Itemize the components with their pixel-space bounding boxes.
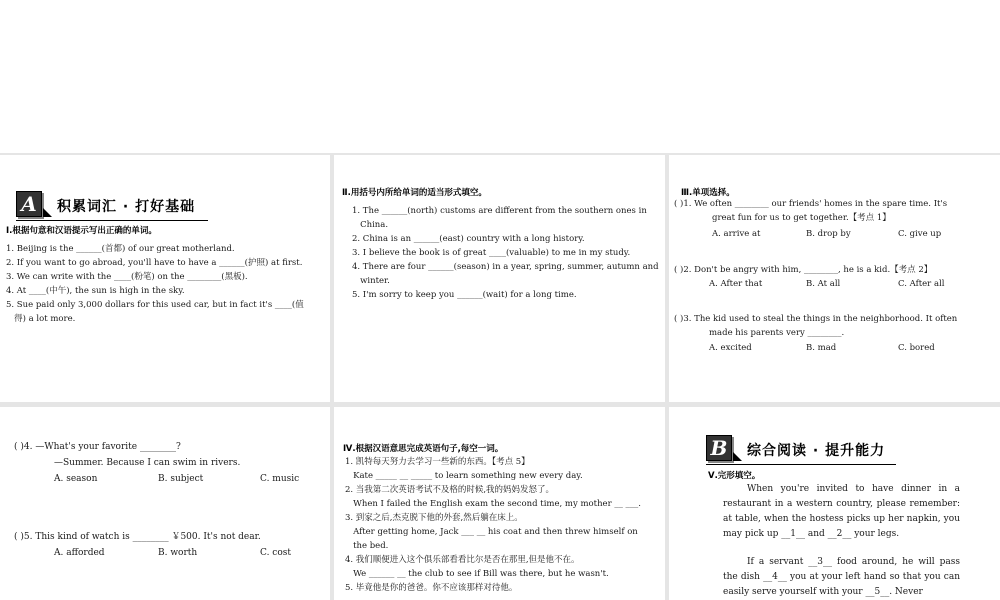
list-item: China.: [352, 220, 389, 230]
list-item: 5. I'm sorry to keep you ______(wait) for a long time.: [352, 290, 577, 300]
banner-arrow-icon: [43, 208, 52, 217]
q3-option-b: B. mad: [806, 343, 837, 353]
q2-option-c: C. After all: [898, 279, 945, 289]
list-item: 4. At ____(中午), the sun is high in the sky.: [6, 286, 185, 296]
list-item: 4. There are four ______(season) in a year, spring, summer, autumn and: [352, 262, 659, 272]
section-a-title: 积累词汇 · 打好基础: [57, 199, 196, 215]
section-iv-heading: Ⅳ.根据汉语意思完成英语句子,每空一词。: [343, 444, 504, 454]
list-item: 3. We can write with the ____(粉笔) on the ________(黑板).: [6, 272, 248, 282]
list-item: 4. 我们顺便进入这个俱乐部看看比尔是否在那里,但是他不在。: [345, 555, 580, 565]
list-item: winter.: [352, 276, 390, 286]
list-item: We ______ __ the club to see if Bill was there, but he wasn't.: [345, 569, 609, 579]
list-item: After getting home, Jack ___ __ his coat and then threw himself on: [345, 527, 638, 537]
list-item: 3. I believe the book is of great ____(valuable) to me in my study.: [352, 248, 631, 258]
section-b-title: 综合阅读 · 提升能力: [747, 443, 886, 459]
q1-option-a: A. arrive at: [712, 229, 761, 239]
q3-option-a: A. excited: [709, 343, 752, 353]
question-2-stem: ( )2. Don't be angry with him, ________, he is a kid.【考点 2】: [674, 265, 933, 275]
list-item: 1. The ______(north) customs are different from the southern ones in: [352, 206, 647, 216]
top-blank-area: [0, 0, 1000, 153]
q5-option-a: A. afforded: [54, 548, 105, 558]
section-a-banner: [16, 191, 195, 217]
list-item: 1. 凯特每天努力去学习一些新的东西。【考点 5】: [345, 457, 530, 467]
panel-section-iv: [334, 407, 665, 600]
q3-option-c: C. bored: [898, 343, 935, 353]
list-item: 5. Sue paid only 3,000 dollars for this used car, but in fact it's ____(值: [6, 300, 304, 310]
section-iii-heading: Ⅲ.单项选择。: [681, 188, 735, 198]
q5-option-c: C. cost: [260, 548, 291, 558]
panel-section-iii: [669, 155, 1000, 402]
list-item: the bed.: [345, 541, 389, 551]
panel-section-a: [0, 155, 330, 402]
panel-section-iii-continued: [0, 407, 330, 600]
banner-underline: [16, 220, 208, 221]
list-item: 3. 到家之后,杰克脱下他的外套,然后躺在床上。: [345, 513, 523, 523]
q4-option-a: A. season: [54, 474, 98, 484]
question-3-stem: ( )3. The kid used to steal the things in the neighborhood. It often: [674, 314, 958, 324]
banner-arrow-icon: [733, 452, 742, 461]
section-ii-heading: Ⅱ.用括号内所给单词的适当形式填空。: [342, 188, 487, 198]
section-i-heading: Ⅰ.根据句意和汉语提示写出正确的单词。: [6, 226, 157, 236]
q4-option-c: C. music: [260, 474, 300, 484]
list-item: 2. 当我第二次英语考试不及格的时候,我的妈妈发怒了。: [345, 485, 555, 495]
list-item: 2. If you want to go abroad, you'll have to have a ______(护照) at first.: [6, 258, 303, 268]
q5-option-b: B. worth: [158, 548, 198, 558]
question-3-stem-cont: made his parents very ________.: [709, 328, 845, 338]
list-item: 5. 毕竟他是你的爸爸。你不应该那样对待他。: [345, 583, 518, 593]
q4-option-b: B. subject: [158, 474, 204, 484]
list-item: 得) a lot more.: [6, 314, 76, 324]
list-item: 1. Beijing is the ______(首都) of our great motherland.: [6, 244, 235, 254]
q2-option-a: A. After that: [709, 279, 763, 289]
q1-option-c: C. give up: [898, 229, 942, 239]
question-1-stem: ( )1. We often ________ our friends' homes in the spare time. It's: [674, 199, 948, 209]
q1-option-b: B. drop by: [806, 229, 851, 239]
panel-section-ii: [334, 155, 665, 402]
section-a-letter: A: [16, 191, 42, 217]
q2-option-b: B. At all: [806, 279, 841, 289]
list-item: When I failed the English exam the second time, my mother __ ___.: [345, 499, 641, 509]
panel-section-b: [669, 407, 1000, 600]
question-1-stem-cont: great fun for us to get together.【考点 1】: [712, 213, 891, 223]
section-b-banner: [706, 435, 885, 461]
banner-underline: [706, 464, 896, 465]
section-b-letter: B: [706, 435, 732, 461]
question-4-answer: —Summer. Because I can swim in rivers.: [54, 458, 241, 468]
cloze-paragraph-2: If a servant __3__ food around, he will pass the dish __4__ you at your left hand so that you can easily serve yourself with your __5__. Never: [723, 557, 960, 597]
question-5-stem: ( )5. This kind of watch is ________ ￥500. It's not dear.: [14, 532, 261, 542]
cloze-paragraph-1: When you're invited to have dinner in a restaurant in a western country, please remember: at table, when the hostess picks up her napkin, you may pick up __1__ and __2__ your legs.: [723, 484, 960, 539]
section-v-heading: Ⅴ.完形填空。: [708, 471, 761, 481]
question-4-stem: ( )4. —What's your favorite ________?: [14, 442, 181, 452]
list-item: Kate _____ __ _____ to learn something new every day.: [345, 471, 583, 481]
list-item: 2. China is an ______(east) country with a long history.: [352, 234, 585, 244]
